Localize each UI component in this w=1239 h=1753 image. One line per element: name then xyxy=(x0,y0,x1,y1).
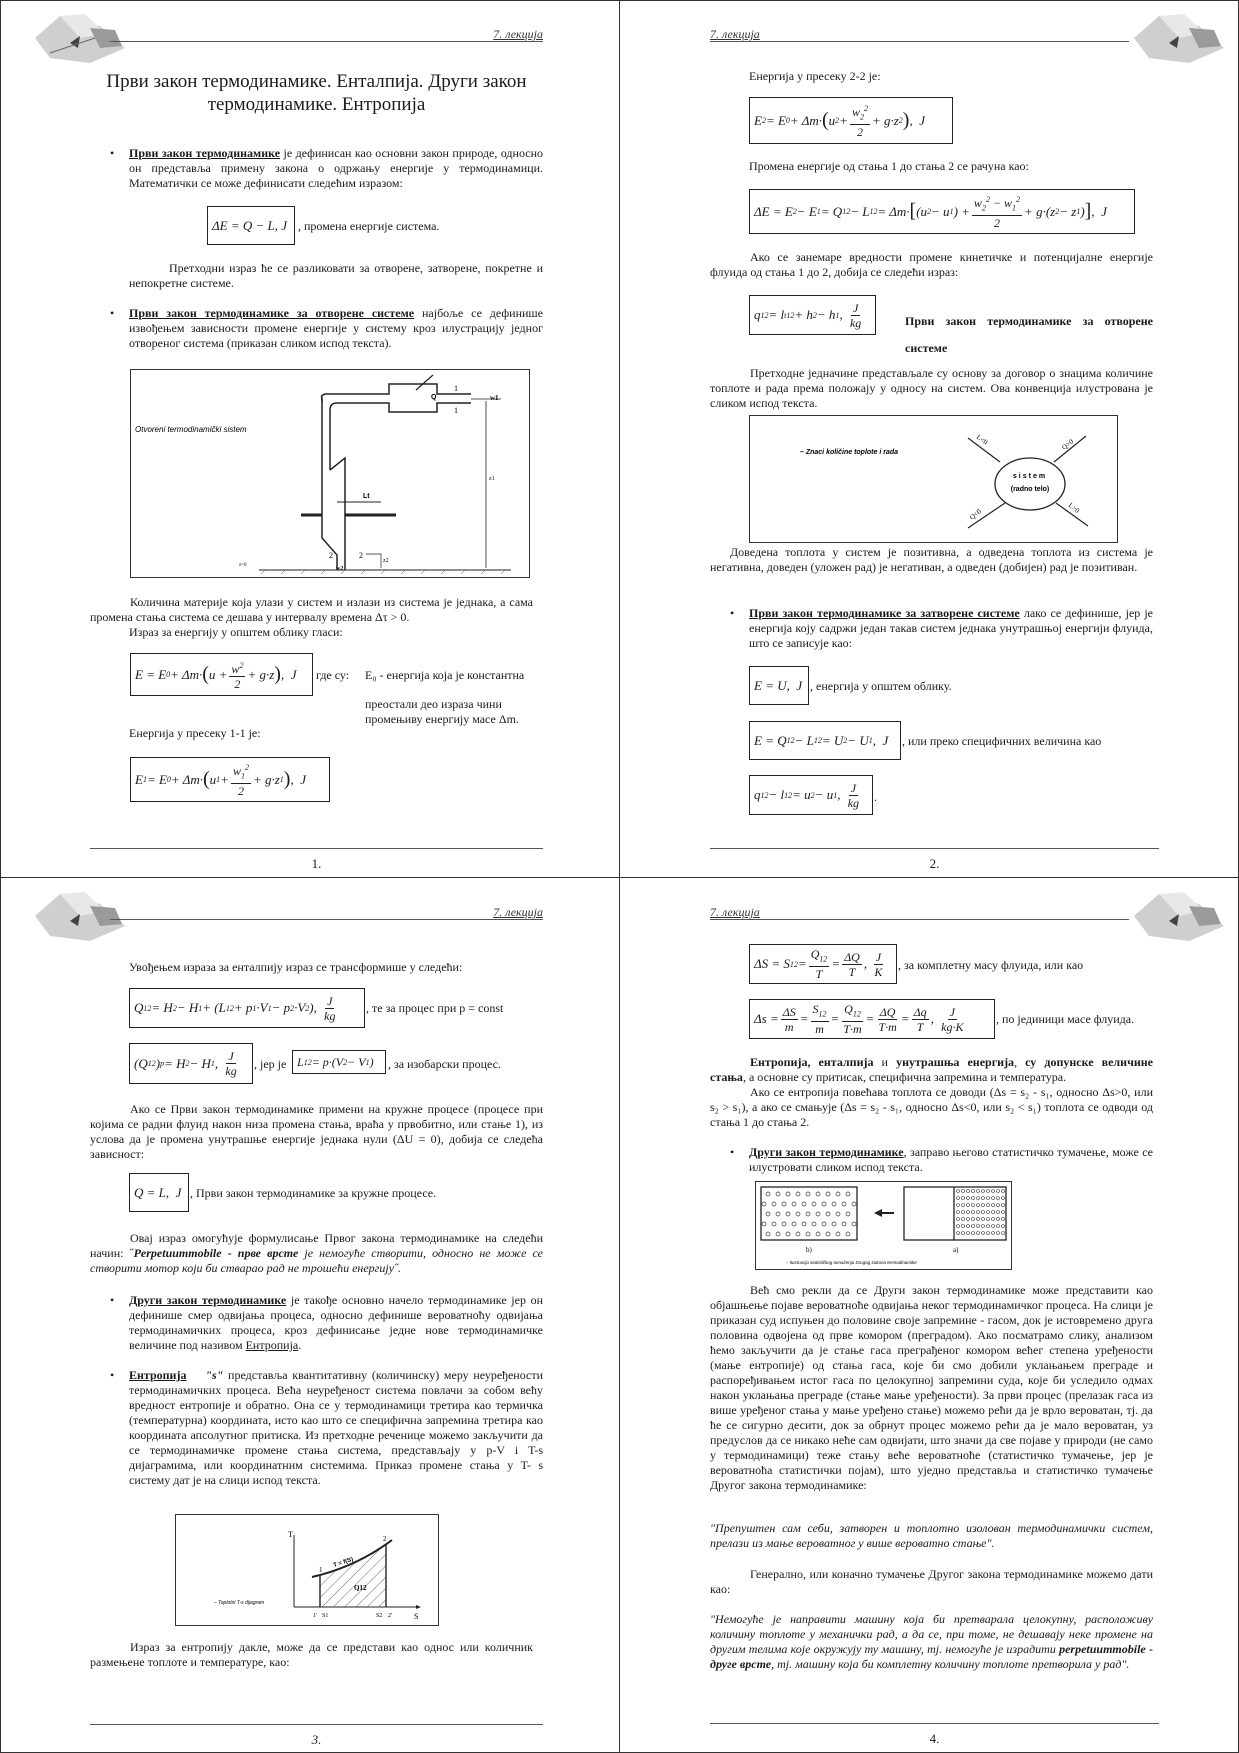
paragraph-energy-general: Израз за енергију у општем облику гласи: xyxy=(129,625,343,639)
term: Други закон термодинамике xyxy=(749,1145,904,1159)
paragraph-state-quantities: Ентропија, енталпија и унутрашња енергија, су допунске величине стања, а основне су притисак, специфична запремина и температура. xyxy=(710,1055,1154,1084)
svg-text:1': 1' xyxy=(313,1613,318,1619)
equation-cycle: Q = L, J xyxy=(129,1173,189,1212)
e0-description: E₀ - енергија која је константна xyxy=(365,668,525,682)
svg-text:a): a) xyxy=(953,1246,959,1254)
term: Први закон термодинамике xyxy=(129,146,281,160)
bullet-icon: • xyxy=(730,606,735,620)
bullet-icon: • xyxy=(110,146,115,160)
svg-text:2: 2 xyxy=(359,551,363,560)
svg-text:S1: S1 xyxy=(322,1613,329,1619)
equation-q12: Q 12 = H 2 − H 1 + (L 12 + p 1 ·V 1 − p 2 ·V 2 ), $\frac{J}{kg}$ xyxy=(129,988,365,1028)
paragraph-general: Генерално, или коначно тумачење Другог закона термодинамике можемо дати као: xyxy=(710,1567,1153,1596)
svg-text:1: 1 xyxy=(454,384,458,393)
paragraph-statistical: Већ смо рекли да се Други закон термодинамике може представити као објашњење појаве вероватноће одвијања неког термодинамичког процеса. На слици је приказан суд испуњен до половине своје запремине - гасом, док је истовремено друга половина одвојена од прве комором (преградом). Ако посматрамо слику, анализом ћемо закључити да је стање гаса преграђеног комором већег степена уређености (мање ентропије) од стања гаса, које би смо добили уклањањем преграде и распоређивањем истог гаса по целокупној запремини суда, које би уследило одмах након уклањања преграде (стање мање уређености). За први процес (прелазак гаса из више уређеног стања у мање уређено стање) можемо рећи да је врло вероватан, тј. да ће се сигурно десити, док за обрнут процес можемо рећи да је мало вероватан, уз предуслов да се никако неће сам одвијати, што значи да све појаве у природи (не само у термодинамици) теже стању веће вероватноће (статистичко тумачење, јер је вероватноћа статистички појам), што уједно представља и статистичко тумачење Другог закона термодинамике: xyxy=(710,1283,1153,1492)
svg-text:w2: w2 xyxy=(336,566,344,572)
svg-text:z2: z2 xyxy=(383,558,389,564)
svg-text:2: 2 xyxy=(329,551,333,560)
term: Ентропија xyxy=(129,1368,187,1382)
rest-description: преостали део израза чини промењиву енергију масе Δm. xyxy=(365,697,519,726)
bullet-closed-systems: • Први закон термодинамике за затворене системе лако се дефинише, јер је енергија коју садржи један такав систем једнака унутрашњој енергији флуида, што се записује као: xyxy=(730,606,1154,650)
bullet-statistical: • Други закон термодинамике, заправо његово статистичко тумачење, може се илустровати сликом испод текста. xyxy=(730,1145,1153,1174)
equation-note: , за изобарски процес. xyxy=(388,1057,501,1071)
open-law-label: Први закон термодинамике за отворене системе xyxy=(905,314,1153,355)
bullet-icon: • xyxy=(110,1293,115,1307)
bullet-first-law: • Први закон термодинамике је дефинисан као основни закон природе, односно он представља примену закона о одржању енергије у термодинамици. Математички се може дефинисати следећим изразом: xyxy=(110,146,543,190)
equation-delta-S: ΔS = S 12 = $\frac{Q_{12}}{T}$ = $\frac{\Delta Q}{T}$ , $\frac{J}{K}$ xyxy=(749,944,897,984)
svg-text:1: 1 xyxy=(319,1566,323,1574)
paragraph-enthalpy: Увођењем израза за енталпију израз се трансформише у следећи: xyxy=(129,960,463,974)
svg-text:z=0: z=0 xyxy=(239,563,247,568)
svg-text:2': 2' xyxy=(388,1613,393,1619)
document-title: Први закон термодинамике. Енталпија. Други закон термодинамике. Ентропија xyxy=(106,71,527,115)
svg-text:1: 1 xyxy=(454,406,458,415)
lecture-label: 7. лекција xyxy=(710,905,760,919)
figure-caption: – Toplotni T-s dijagram xyxy=(214,1600,265,1606)
paragraph-perpetuum: Овај израз омогућује формулисање Првог закона термодинамике на следећи начин: ˝Perpetuummobile - прве врсте је немогуће створити, односно не може се створити мотор који би стварао рад не трошећи енергију˝. xyxy=(90,1231,543,1275)
equation-note: , Први закон термодинамике за кружне процесе. xyxy=(190,1186,437,1200)
paragraph-convention: Претходне једначине представљале су основу за договор о знацима количине топлоте и рада према положају у односу на систем. Ова конвенција илустрована је сликом испод текста. xyxy=(710,366,1153,410)
equation-delta-e-full: ΔE = E 2 − E 1 = Q 12 − L 12 = Δm· [ (u 2 − u 1 ) + $\frac{w_2^2 - w_1^2}{2}$ + g·(z 2 − z 1 ) ] , J xyxy=(749,189,1135,234)
svg-text:T = f(S): T = f(S) xyxy=(332,1556,355,1569)
svg-text:2: 2 xyxy=(383,1535,387,1543)
svg-text:(radno telo): (radno telo) xyxy=(1010,486,1050,493)
bullet-entropy: • Ентропија "s" представља квантитативну (количинску) меру неуређености термодинамичких процеса. Већа неуређеност система повлачи за собом већу вредност ентропије и обратно. Она се у термодинамици третира као термичка (температурна) координата, исто као што се специфична запремина третира као координата апсолутног притиска. Из претходне реченице можемо закључити да се термодинамичке промене стања система, представљају у p-V i T-s дијаграмима, или координатним системима. Приказ промене стања у T- s систему дат је на слици испод текста. xyxy=(110,1368,543,1487)
where-label: где су: xyxy=(316,668,350,682)
paragraph-cycle: Ако се Први закон термодинамике примени на кружне процесе (процесе при којима се радни флуид након низа промена стања, враћа у првобитно, или стање 1), из услова да је промена унутрашње енергије једнака нули (ΔU = 0), добија се следећа зависност: xyxy=(90,1102,543,1161)
bullet-icon: • xyxy=(730,1145,735,1159)
equation-open-specific: q 12 = l t12 + h 2 − h 1 , $\frac{J}{kg}$ xyxy=(749,295,876,335)
svg-text:S2: S2 xyxy=(376,1613,383,1619)
lecture-label: 7. лекција xyxy=(710,27,760,41)
svg-text:z1: z1 xyxy=(489,476,495,482)
lecture-label: 7. лекција xyxy=(493,27,543,41)
svg-text:L>0: L>0 xyxy=(1066,501,1081,515)
page-2: 7. лекција Енергија у пресеку 2-2 је: E 2 = E 0 + Δm· ( u 2 + $\frac{w_2^2}{2}$ + g·z 2 ) , J Промена енергије од стања 1 до стања 2 се рачуна као: ΔE = E 2 − E 1 = Q 12 − L 12 = Δm· [ (u 2 − u 1 ) + $\frac{w_2^2 - w_1^2}{2}$ + g·(z 2 − z 1 ) ] , J Ако се занемаре вредности промене кинетичке и потенцијалне енергије флуида од стања 1 до 2, добија се следећи израз: q 12 = l t12 + h 2 − h 1 , $\frac{J}{kg}$ Први закон термодинамике за отворене системе Претходне једначине представљале су основу за договор о знацима количине топлоте и рада према положају у односу на систем. Ова конвенција илустрована је сликом испод текста. – Znaci količine toplote i rada sistem (radno telo) L<0 Q>0 Q<0 L>0 Доведена топлота у систем је позитивна, а одведена топлота из система је негативна, доведен (уложен рад) је негативан, а одведен (добијен) рад је позитиван. • Први закон термодинамике за затворене системе лако се дефинише, јер је енергија коју садржи један такав систем једнака унутрашњој енергији флуида, што се записује као: E = U, J , енергија у општем облику. E = Q 12 − L 12 = U 2 − U 1 , J , или преко специфичних величина као q 12 − l 12 = u 2 − u 1 , $\frac{J}{kg}$ . 2. xyxy=(620,0,1239,877)
svg-text:sistem: sistem xyxy=(1012,473,1048,480)
svg-text:Q>0: Q>0 xyxy=(1060,437,1076,452)
svg-text:Q<0: Q<0 xyxy=(968,507,983,522)
equation-note: , по јединици масе флуида. xyxy=(996,1012,1135,1026)
page-number: 2. xyxy=(929,856,940,871)
equation-delta-e: ΔE = Q − L, J xyxy=(207,206,295,245)
equation-delta-s-specific: Δs = $\frac{\Delta S}{m}$ = $\frac{S_{12}}{m}$ = $\frac{Q_{12}}{T\cdot m}$ = $\frac{\Delta Q}{T\cdot m}$ = $\frac{\Delta q}{T}$ , $\frac{J}{kg\cdot K}$ xyxy=(749,999,995,1039)
equation-note: , енергија у општем облику. xyxy=(810,679,952,693)
equation-e-u: E = U, J xyxy=(749,666,809,705)
lecture-label: 7. лекција xyxy=(493,905,543,919)
bullet-icon: • xyxy=(110,306,115,320)
entropy-link[interactable]: Ентропија xyxy=(245,1338,299,1352)
paragraph-entropy-increase: Ако се ентропија повећава топлота се доводи (Δs = s₂ - s₁, односно Δs>0, или s₂ > s₁), а ако се смањује (Δs = s₂ - s₁, односно Δs<0, или s₂ < s₁) топлота се одводи од стања 1 до стања 2. xyxy=(710,1085,1153,1129)
paragraph-section-11: Енергија у пресеку 1-1 је: xyxy=(129,726,261,740)
svg-text:Q: Q xyxy=(431,394,437,401)
paragraph-neglect: Ако се занемаре вредности промене кинетичке и потенцијалне енергије флуида од стања 1 до 2, добија се следећи израз: xyxy=(710,250,1153,279)
equation-energy-2: E 2 = E 0 + Δm· ( u 2 + $\frac{w_2^2}{2}$ + g·z 2 ) , J xyxy=(749,97,953,144)
figure-caption: – Znaci količine toplote i rada xyxy=(800,449,899,456)
paragraph-change: Промена енергије од стања 1 до стања 2 се рачуна као: xyxy=(749,159,1029,173)
equation-note: , промена енергије система. xyxy=(298,219,440,233)
bullet-second-law: • Други закон термодинамике је такође основно начело термодинамике јер он дефинише смер одвијања процеса, односно дефинише вероватноћу одвијања термодинамичких процеса, кроз дефинисање једне нове термодинамичке величине под називом Ентропија. xyxy=(110,1293,544,1352)
equation-note: , или преко специфичних величина као xyxy=(902,734,1102,748)
quote-second-law: "Немогуће је направити машину која би претварала целокупну, расположиву количину топлоте у механички рад, а да се, при томе, не дешавају неке промене на другим телима које окружују ту машину, тј. немогуће је израдити perpetuummobile - друге врсте, тј. машину која би комплетну количину топлоте претворила у рад". xyxy=(710,1612,1153,1671)
svg-text:b): b) xyxy=(806,1246,812,1254)
svg-text:w1: w1 xyxy=(490,394,499,402)
paragraph-mass: Количина материје која улази у систем и излази из система је једнака, а сама промена стања система се дешава у интервалу времена Δτ > 0. xyxy=(90,595,533,624)
svg-text:S: S xyxy=(414,1612,419,1621)
equation-closed: E = Q 12 − L 12 = U 2 − U 1 , J xyxy=(749,721,901,760)
equation-note: , те за процес при p = const xyxy=(366,1001,504,1015)
equation-note: , за комплетну масу флуида, или као xyxy=(898,958,1084,972)
svg-text:L<0: L<0 xyxy=(974,433,990,447)
equation-isobaric: (Q 12 ) p = H 2 − H 1 , $\frac{J}{kg}$ xyxy=(129,1043,253,1084)
quote-isolated-system: "Препуштен сам себи, затворен и топлотно изолован термодинамички систем, прелази из мање вероватног у више вероватно стање". xyxy=(710,1521,1153,1550)
bullet-icon: • xyxy=(110,1368,115,1382)
paragraph-section-22: Енергија у пресеку 2-2 је: xyxy=(749,69,881,83)
equation-closed-specific: q 12 − l 12 = u 2 − u 1 , $\frac{J}{kg}$ xyxy=(749,775,873,815)
figure-caption: Otvoreni termodinamički sistem xyxy=(135,425,247,434)
svg-text:T: T xyxy=(288,1530,293,1539)
page-3: 7. лекција Увођењем израза за енталпију израз се трансформише у следећи: Q 12 = H 2 − H 1 + (L 12 + p 1 ·V 1 − p 2 ·V 2 ), $\frac{J}{kg}$ , те за процес при p = const (Q 12 ) p = H 2 − H 1 , $\frac{J}{kg}$ , јер је L 12 = p·(V 2 − V 1 ) , за изобарски процес. Ако се Први закон термодинамике примени на кружне процесе (процесе при којима се радни флуид након низа промена стања, враћа у првобитно, или стање 1), из услова да је промена унутрашње енергије једнака нули (ΔU = 0), добија се следећа зависност: Q = L, J , Први закон термодинамике за кружне процесе. Овај израз омогућује формулисање Првог закона термодинамике на следећи начин: ˝Perpetuummobile - прве врсте је немогуће створити, односно не може се створити мотор који би стварао рад не трошећи енергију˝. • Други закон термодинамике је такође основно начело термодинамике јер он дефинише смер одвијања процеса, односно дефинише вероватноћу одвијања термодинамичких процеса, кроз дефинисање једне нове термодинамичке величине под називом Ентропија. • Ентропија "s" представља квантитативну (количинску) меру неуређености термодинамичких процеса. Већа неуређеност система повлачи за собом већу вредност ентропије и обратно. Она се у термодинамици третира као термичка (температурна) координата, исто као што се специфична запремина третира као координата апсолутног притиска. Из претходне реченице можемо закључити да се термодинамичке промене стања система, представљају у p-V i T-s дијаграмима, или координатним системима. Приказ промене стања у T- s систему дат је на слици испод текста. – Toplotni T-s dijagram T S 1 2 T = f(S) Q12 1' S1 S2 2' Израз за ентропију дакле, може да се представи као однос или количник размењене топлоте и температуре, као: 3. xyxy=(0,878,619,1753)
paragraph: Претходни израз ће се разликовати за отворене, затворене, покретне и непокретне системе. xyxy=(129,261,543,290)
bullet-open-systems: • Први закон термодинамике за отворене системе најбоље се дефинише извођењем зависности промене енергије у систему кроз илустрацију једног отвореног система (приказан сликом испод текста). xyxy=(110,306,543,350)
term: Први закон термодинамике за отворене системе xyxy=(129,306,415,320)
term: Други закон термодинамике xyxy=(129,1293,287,1307)
equation-energy-general: E = E 0 + Δm· ( u + $\frac{w^2}{2}$ + g·z ) , J xyxy=(130,653,313,696)
svg-text:Lt: Lt xyxy=(363,493,370,500)
page-number: 1. xyxy=(311,856,322,871)
page-number: 4. xyxy=(929,1731,940,1746)
svg-text:Q12: Q12 xyxy=(354,1584,367,1592)
figure-caption: – Ilustracija statističkog tumačenja Drugog zakona termodinamike xyxy=(786,1260,917,1265)
paragraph-entropy-expression: Израз за ентропију дакле, може да се представи као однос или количник размењене топлоте и температуре, као: xyxy=(90,1640,533,1669)
page-number: 3. xyxy=(311,1732,322,1747)
equation-work-isobaric: L 12 = p·(V 2 − V 1 ) xyxy=(292,1050,386,1074)
paragraph-signs: Доведена топлота у систем је позитивна, а одведена топлота из система је негативна, доведен (уложен рад) је негативан, а одведен (добијен) рад је позитиван. xyxy=(710,545,1153,574)
equation-energy-1: E 1 = E 0 + Δm· ( u 1 + $\frac{w_1^2}{2}$ + g·z 1 ) , J xyxy=(130,757,330,802)
term: Први закон термодинамике за затворене системе xyxy=(749,606,1020,620)
